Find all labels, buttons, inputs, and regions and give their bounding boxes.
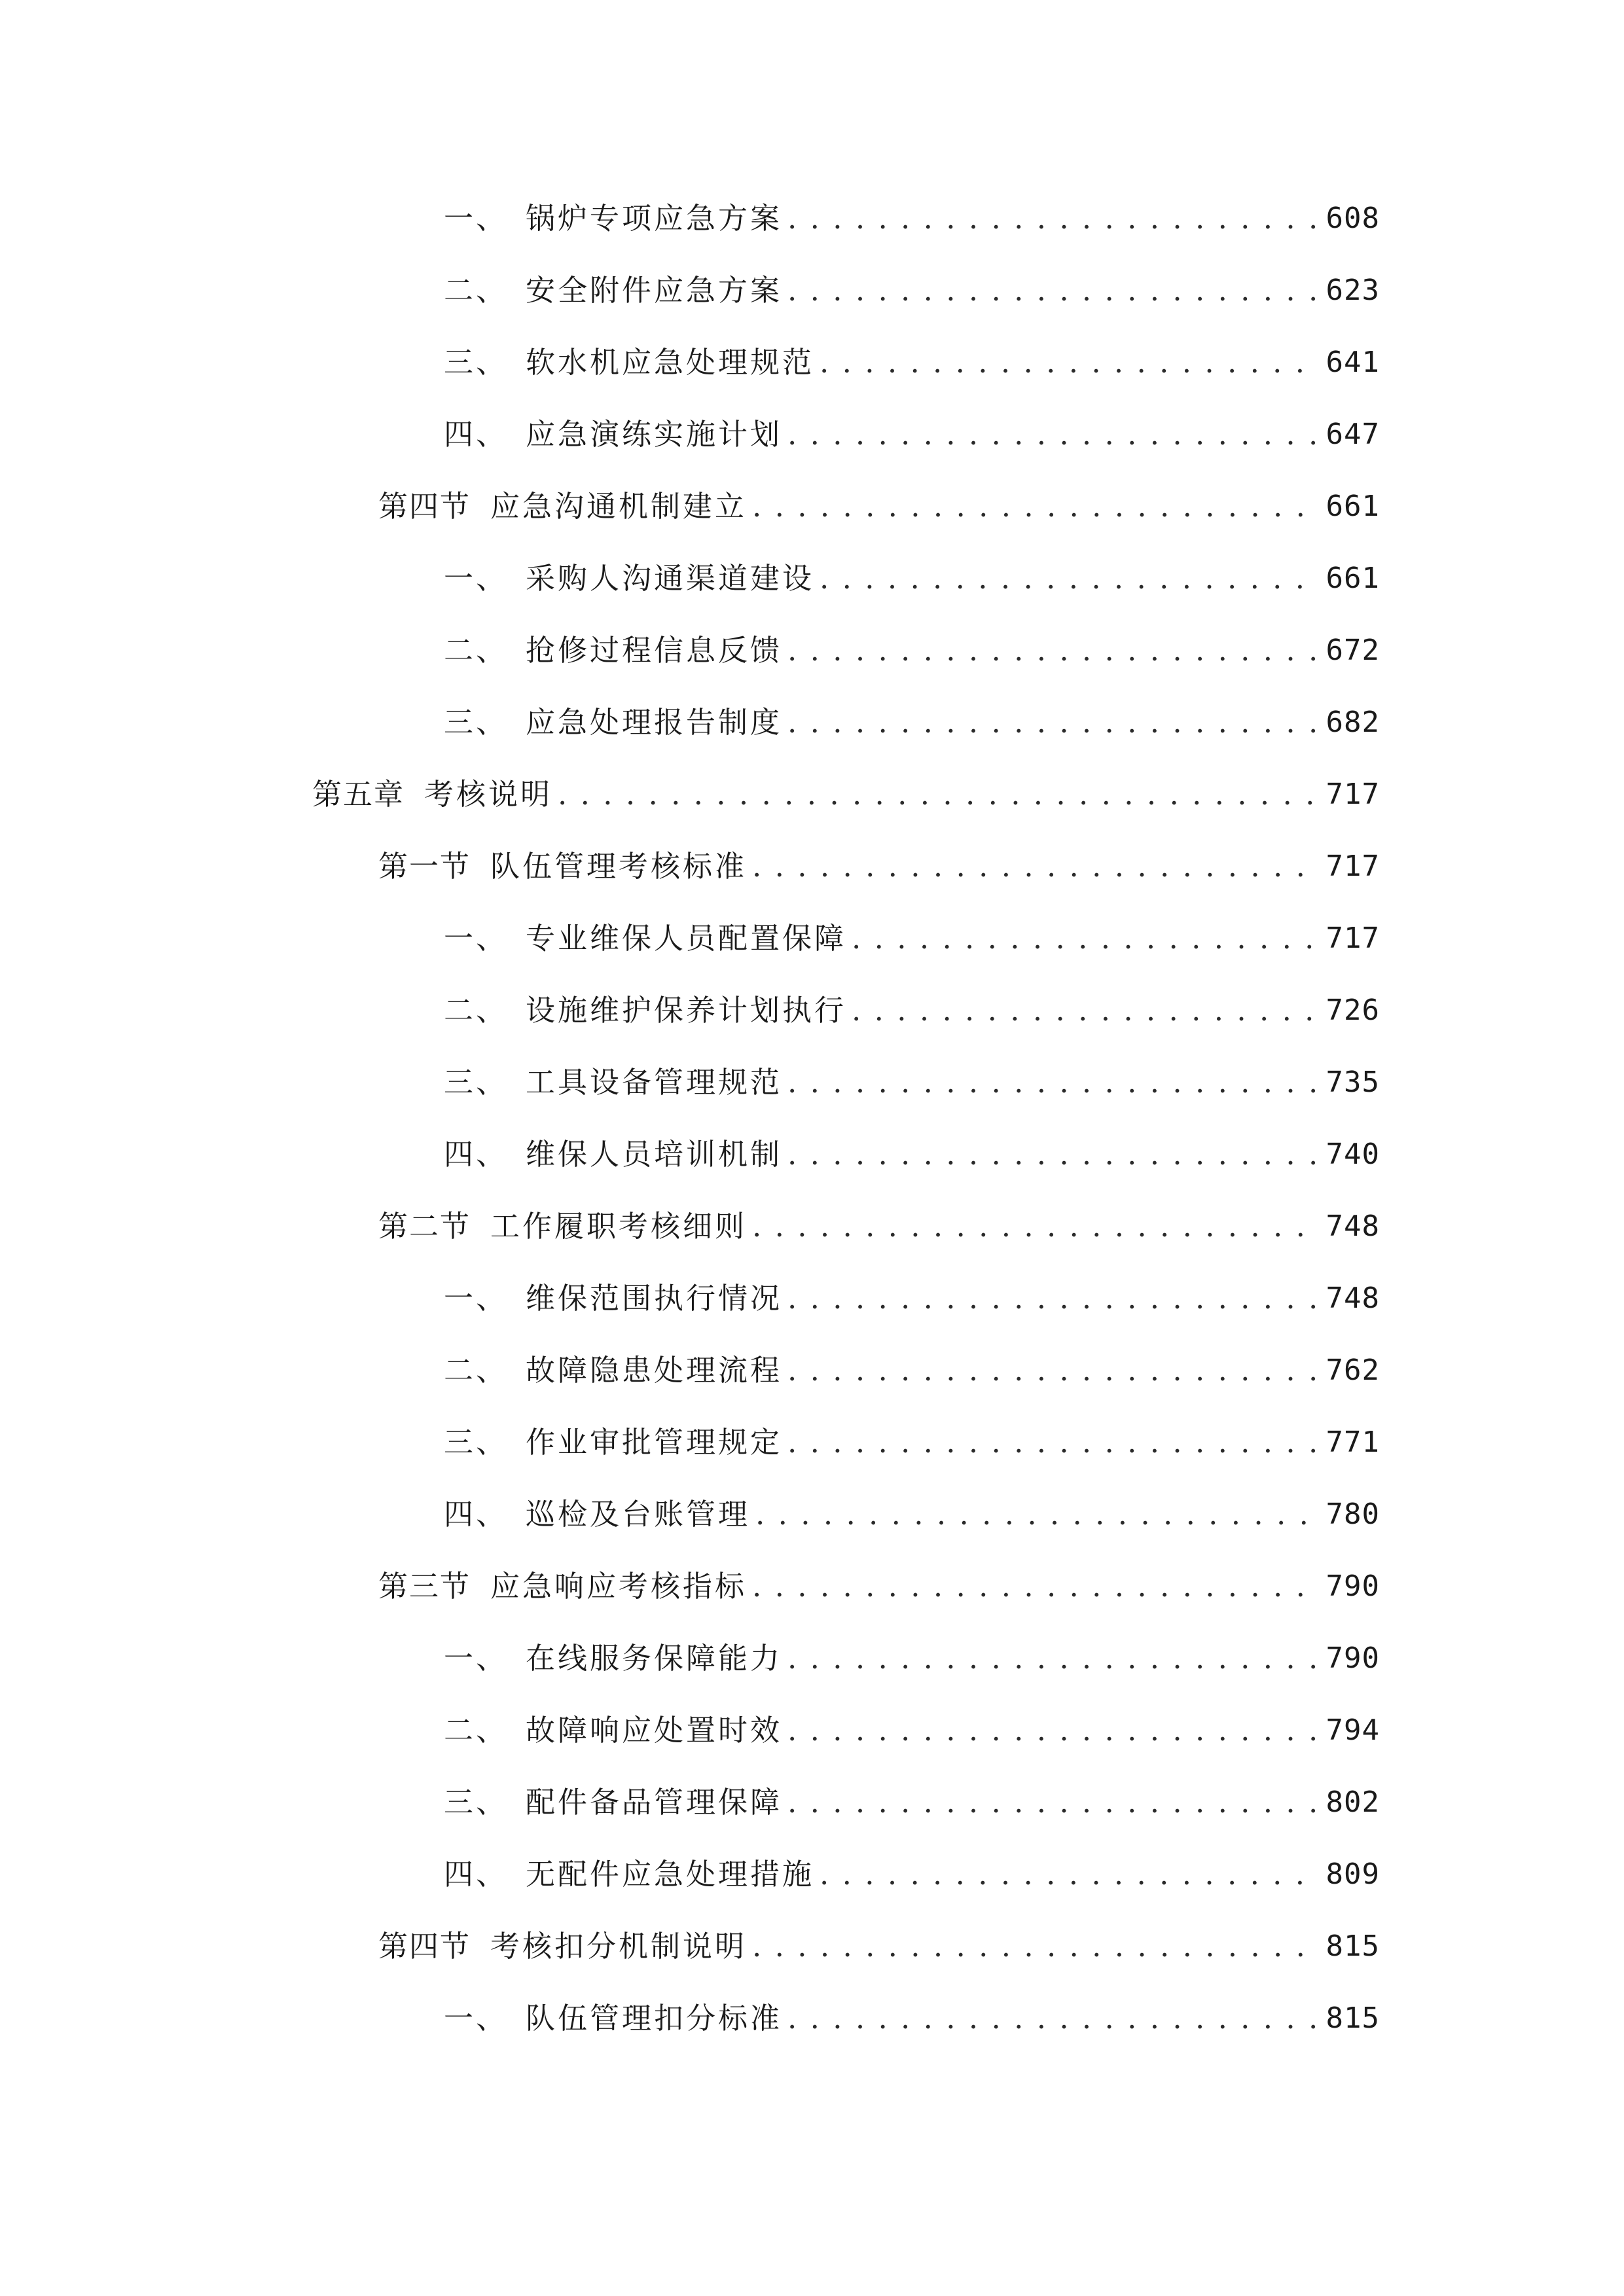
toc-entry-title: 应急演练实施计划	[526, 417, 783, 452]
toc-entry-number: 一、	[444, 561, 509, 596]
toc-entry-page: 735	[1326, 1066, 1380, 1099]
dot-leader	[787, 1996, 1316, 2041]
toc-entry[interactable]	[444, 412, 1380, 457]
dot-leader	[787, 1132, 1316, 1177]
toc-entry-title: 队伍管理考核标准	[490, 849, 748, 884]
toc-entry-page: 661	[1326, 562, 1380, 595]
toc-entry-number: 三、	[444, 1425, 509, 1460]
toc-entry-title: 考核说明	[424, 777, 553, 812]
dot-leader	[787, 1780, 1316, 1825]
toc-entry-section[interactable]	[378, 844, 1380, 889]
toc-entry-number: 四、	[444, 1497, 509, 1532]
toc-entry-number: 四、	[444, 1137, 509, 1172]
dot-leader	[787, 1276, 1316, 1321]
dot-leader	[820, 556, 1316, 601]
dot-leader	[752, 844, 1315, 889]
toc-entry-number: 四、	[444, 417, 509, 452]
toc-entry-title: 维保范围执行情况	[526, 1281, 783, 1316]
toc-entry[interactable]	[444, 1996, 1380, 2041]
dot-leader	[787, 700, 1316, 745]
toc-entry-page: 794	[1326, 1713, 1380, 1747]
toc-entry-number: 二、	[444, 273, 509, 308]
toc-entry-number: 四、	[444, 1857, 509, 1892]
toc-entry-number: 一、	[444, 2001, 509, 2036]
toc-entry[interactable]	[444, 1276, 1380, 1321]
toc-entry-title: 锅炉专项应急方案	[526, 201, 783, 236]
toc-entry-number: 三、	[444, 1065, 509, 1100]
toc-entry-number: 第三节	[378, 1569, 471, 1604]
toc-entry[interactable]	[444, 1636, 1380, 1681]
toc-entry[interactable]	[444, 1492, 1380, 1537]
toc-entry-number: 一、	[444, 921, 509, 956]
toc-entry-title: 应急响应考核指标	[490, 1569, 748, 1604]
dot-leader	[787, 628, 1316, 673]
toc-entry-number: 三、	[444, 705, 509, 740]
toc-entry-title: 维保人员培训机制	[526, 1137, 783, 1172]
dot-leader	[787, 412, 1316, 457]
toc-entry-title: 设施维护保养计划执行	[526, 993, 847, 1028]
toc-entry-page: 790	[1326, 1641, 1380, 1675]
toc-entry-number: 第二节	[378, 1209, 471, 1244]
toc-entry-number: 二、	[444, 993, 509, 1028]
dot-leader	[787, 1636, 1316, 1681]
toc-entry-page: 740	[1326, 1138, 1380, 1171]
toc-entry-title: 抢修过程信息反馈	[526, 633, 783, 668]
dot-leader	[755, 1492, 1316, 1537]
toc-entry-title: 软水机应急处理规范	[526, 345, 815, 380]
toc-entry-title: 作业审批管理规定	[526, 1425, 783, 1460]
toc-entry-number: 二、	[444, 1353, 509, 1388]
toc-entry-number: 一、	[444, 1281, 509, 1316]
toc-entry-page: 815	[1326, 2001, 1380, 2035]
dot-leader	[787, 1420, 1316, 1465]
toc-entry[interactable]	[444, 916, 1380, 961]
toc-entry-number: 三、	[444, 1785, 509, 1820]
dot-leader	[820, 340, 1316, 386]
toc-entry-page: 672	[1326, 634, 1380, 667]
toc-entry-section[interactable]	[378, 1204, 1380, 1249]
dot-leader	[852, 916, 1316, 961]
toc-entry[interactable]	[444, 1348, 1380, 1393]
toc-entry-title: 安全附件应急方案	[526, 273, 783, 308]
toc-entry-number: 三、	[444, 345, 509, 380]
dot-leader	[820, 1852, 1316, 1897]
toc-entry-page: 762	[1326, 1354, 1380, 1387]
toc-entry[interactable]	[444, 268, 1380, 314]
toc-entry-title: 专业维保人员配置保障	[526, 921, 847, 956]
toc-entry-title: 工具设备管理规范	[526, 1065, 783, 1100]
toc-entry-page: 726	[1326, 994, 1380, 1027]
dot-leader	[787, 268, 1316, 314]
toc-entry-page: 809	[1326, 1857, 1380, 1891]
toc-entry-page: 790	[1326, 1570, 1380, 1603]
toc-entry[interactable]	[444, 1420, 1380, 1465]
toc-entry[interactable]	[444, 340, 1380, 386]
toc-entry-section[interactable]	[378, 484, 1380, 529]
toc-entry-section[interactable]	[378, 1924, 1380, 1969]
toc-entry-page: 661	[1326, 490, 1380, 523]
toc-entry[interactable]	[444, 1780, 1380, 1825]
dot-leader	[752, 484, 1315, 529]
toc-entry-page: 717	[1326, 778, 1380, 811]
toc-entry-title: 故障响应处置时效	[526, 1713, 783, 1748]
toc-entry-page: 647	[1326, 418, 1380, 451]
toc-entry[interactable]	[444, 700, 1380, 745]
dot-leader	[787, 1708, 1316, 1753]
toc-entry[interactable]	[444, 628, 1380, 673]
toc-entry[interactable]	[444, 556, 1380, 601]
toc-entry[interactable]	[444, 1132, 1380, 1177]
toc-entry-page: 641	[1326, 346, 1380, 379]
toc-entry-page: 748	[1326, 1282, 1380, 1315]
dot-leader	[787, 1348, 1316, 1393]
toc-entry-title: 应急沟通机制建立	[490, 489, 748, 524]
toc-entry-title: 考核扣分机制说明	[490, 1929, 748, 1964]
toc-entry-number: 一、	[444, 1641, 509, 1676]
toc-entry-chapter[interactable]	[312, 772, 1380, 817]
toc-entry[interactable]	[444, 1060, 1380, 1105]
toc-entry-number: 二、	[444, 1713, 509, 1748]
dot-leader	[787, 1060, 1316, 1105]
toc-entry[interactable]	[444, 1708, 1380, 1753]
dot-leader	[752, 1204, 1315, 1249]
toc-entry-number: 第四节	[378, 1929, 471, 1964]
toc-entry-title: 采购人沟通渠道建设	[526, 561, 815, 596]
toc-entry-page: 748	[1326, 1210, 1380, 1243]
toc-entry-title: 应急处理报告制度	[526, 705, 783, 740]
toc-entry-title: 无配件应急处理措施	[526, 1857, 815, 1892]
dot-leader	[558, 772, 1315, 817]
toc-entry-number: 第四节	[378, 489, 471, 524]
toc-entry[interactable]	[444, 196, 1380, 242]
toc-entry-title: 工作履职考核细则	[490, 1209, 748, 1244]
toc-entry-title: 巡检及台账管理	[526, 1497, 751, 1532]
toc-entry[interactable]	[444, 988, 1380, 1033]
toc-entry-title: 配件备品管理保障	[526, 1785, 783, 1820]
dot-leader	[787, 196, 1316, 242]
dot-leader	[852, 988, 1316, 1033]
toc-entry-page: 780	[1326, 1498, 1380, 1531]
dot-leader	[752, 1924, 1315, 1969]
toc-entry-page: 608	[1326, 202, 1380, 235]
toc-entry-number: 第五章	[312, 777, 405, 812]
toc-entry-page: 682	[1326, 706, 1380, 739]
toc-entry-title: 队伍管理扣分标准	[526, 2001, 783, 2036]
toc-entry-number: 一、	[444, 201, 509, 236]
dot-leader	[752, 1564, 1315, 1609]
toc-entry-page: 717	[1326, 922, 1380, 955]
toc-entry-title: 故障隐患处理流程	[526, 1353, 783, 1388]
toc-entry-page: 802	[1326, 1785, 1380, 1819]
toc-entry-page: 717	[1326, 850, 1380, 883]
toc-entry-page: 771	[1326, 1426, 1380, 1459]
toc-entry[interactable]	[444, 1852, 1380, 1897]
toc-entry-title: 在线服务保障能力	[526, 1641, 783, 1676]
toc-entry-section[interactable]	[378, 1564, 1380, 1609]
toc-entry-number: 第一节	[378, 849, 471, 884]
toc-entry-page: 815	[1326, 1929, 1380, 1963]
toc-entry-number: 二、	[444, 633, 509, 668]
toc-entry-page: 623	[1326, 274, 1380, 307]
